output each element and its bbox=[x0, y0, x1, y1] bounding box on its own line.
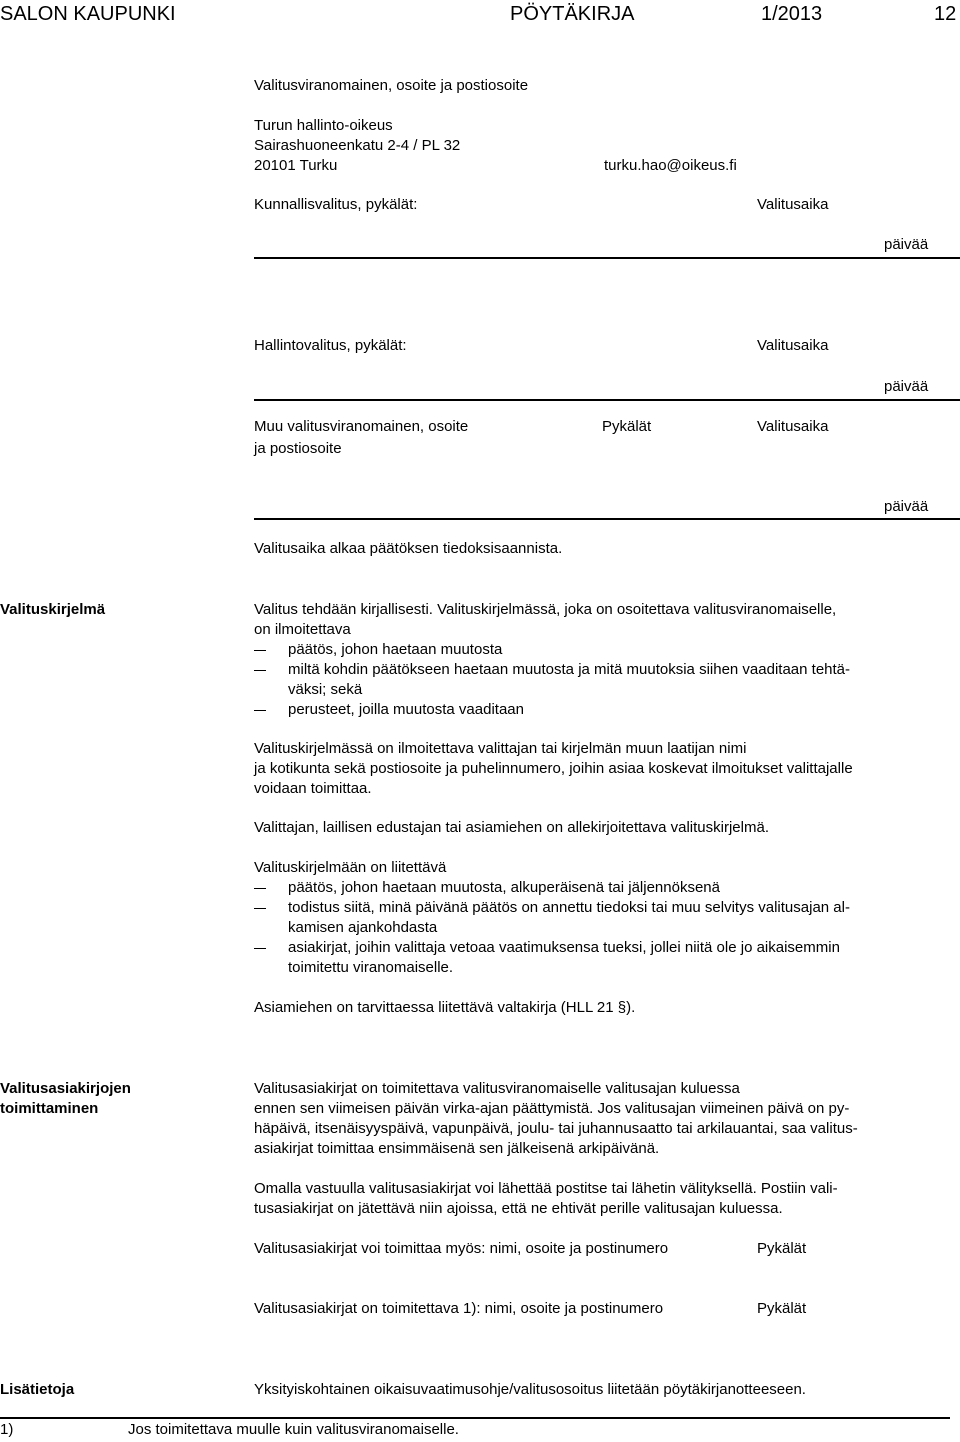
header-page-number: 12 bbox=[934, 3, 957, 25]
info-text: Yksityiskohtainen oikaisuvaatimusohje/valitusosoitus liitetään pöytäkirjanotteeseen. bbox=[254, 1381, 806, 1398]
list-bullet-dash bbox=[254, 908, 266, 909]
appeal-letter-p5: Asiamiehen on tarvittaessa liitettävä valtakirja (HLL 21 §). bbox=[254, 999, 636, 1016]
appeal-letter-p4: Valituskirjelmään on liitettävä bbox=[254, 859, 447, 876]
appeal-letter-p2-line3: voidaan toimittaa. bbox=[254, 780, 372, 797]
authority-street: Sairashuoneenkatu 2-4 / PL 32 bbox=[254, 137, 461, 154]
header-issue: 1/2013 bbox=[761, 3, 823, 25]
appeal-letter-p3: Valittajan, laillisen edustajan tai asiamiehen on allekirjoitettava valituskirjelmä. bbox=[254, 819, 769, 836]
municipal-appeal-days: päivää bbox=[884, 236, 929, 253]
other-authority-rule bbox=[254, 518, 960, 520]
footnote-rule bbox=[0, 1417, 950, 1419]
attachment-item: päätös, johon haetaan muutosta, alkuperäisenä tai jäljennöksenä bbox=[288, 879, 720, 896]
authority-city: 20101 Turku bbox=[254, 157, 338, 174]
authority-heading: Valitusviranomainen, osoite ja postiosoite bbox=[254, 77, 529, 94]
delivery-heading-line2: toimittaminen bbox=[0, 1100, 99, 1117]
list-bullet-dash bbox=[254, 650, 266, 651]
delivery-p2-line: tusasiakirjat on jätettävä niin ajoissa, että ne ehtivät perille valitusajan kuluessa. bbox=[254, 1200, 783, 1217]
appeal-period-start-note: Valitusaika alkaa päätöksen tiedoksisaannista. bbox=[254, 540, 563, 557]
admin-appeal-days: päivää bbox=[884, 378, 929, 395]
footnote-text: Jos toimitettava muulle kuin valitusviranomaiselle. bbox=[128, 1421, 459, 1438]
list-item: perusteet, joilla muutosta vaaditaan bbox=[288, 701, 524, 718]
appeal-letter-p2-line2: ja kotikunta sekä postiosoite ja puhelinnumero, joihin asiaa koskevat ilmoitukset valittajalle bbox=[254, 760, 853, 777]
other-authority-sections-label: Pykälät bbox=[602, 418, 652, 435]
list-bullet-dash bbox=[254, 670, 266, 671]
other-authority-label-line1: Muu valitusviranomainen, osoite bbox=[254, 418, 469, 435]
attachment-item: asiakirjat, joihin valittaja vetoaa vaatimuksensa tueksi, jollei niitä ole jo aikaisemmin bbox=[288, 939, 840, 956]
other-authority-label-line2: ja postiosoite bbox=[254, 440, 342, 457]
other-authority-period-label: Valitusaika bbox=[757, 418, 829, 435]
footnote-number: 1) bbox=[0, 1421, 14, 1438]
appeal-letter-intro-line1: Valitus tehdään kirjallisesti. Valituskirjelmässä, joka on osoitettava valitusviranomaiselle, bbox=[254, 601, 837, 618]
delivery-p1-line: ennen sen viimeisen päivän virka-ajan päättymistä. Jos valitusajan viimeinen päivä on py- bbox=[254, 1100, 850, 1117]
list-bullet-dash bbox=[254, 710, 266, 711]
delivery-p1-line: Valitusasiakirjat on toimitettava valitusviranomaiselle valitusajan kuluessa bbox=[254, 1080, 740, 1097]
list-bullet-dash bbox=[254, 948, 266, 949]
municipal-appeal-label: Kunnallisvalitus, pykälät: bbox=[254, 196, 418, 213]
delivery-p1-line: häpäivä, itsenäisyyspäivä, vapunpäivä, joulu- tai juhannusaatto tai arkilauantai, saa valitus- bbox=[254, 1120, 858, 1137]
authority-email: turku.hao@oikeus.fi bbox=[604, 157, 737, 174]
list-item-continuation: väksi; sekä bbox=[288, 681, 363, 698]
list-item: miltä kohdin päätökseen haetaan muutosta ja mitä muutoksia siihen vaaditaan tehtä- bbox=[288, 661, 851, 678]
delivery-required-address-label: Valitusasiakirjat on toimitettava 1): nimi, osoite ja postinumero bbox=[254, 1300, 664, 1317]
appeal-letter-intro-line2: on ilmoitettava bbox=[254, 621, 351, 638]
delivery-p1-line: asiakirjat toimittaa ensimmäisenä sen jälkeisenä arkipäivänä. bbox=[254, 1140, 660, 1157]
other-authority-days: päivää bbox=[884, 498, 929, 515]
appeal-letter-heading: Valituskirjelmä bbox=[0, 601, 106, 618]
municipal-appeal-rule bbox=[254, 257, 960, 259]
attachment-item-continuation: kamisen ajankohdasta bbox=[288, 919, 438, 936]
admin-appeal-label: Hallintovalitus, pykälät: bbox=[254, 337, 407, 354]
header-city: SALON KAUPUNKI bbox=[0, 3, 176, 25]
info-heading: Lisätietoja bbox=[0, 1381, 75, 1398]
delivery-alt-address-sections: Pykälät bbox=[757, 1240, 807, 1257]
municipal-appeal-period-label: Valitusaika bbox=[757, 196, 829, 213]
admin-appeal-period-label: Valitusaika bbox=[757, 337, 829, 354]
delivery-p2-line: Omalla vastuulla valitusasiakirjat voi lähettää postitse tai lähetin välityksellä. Postiin vali- bbox=[254, 1180, 838, 1197]
list-bullet-dash bbox=[254, 888, 266, 889]
delivery-heading-line1: Valitusasiakirjojen bbox=[0, 1080, 131, 1097]
list-item: päätös, johon haetaan muutosta bbox=[288, 641, 503, 658]
delivery-required-address-sections: Pykälät bbox=[757, 1300, 807, 1317]
header-doc-type: PÖYTÄKIRJA bbox=[510, 3, 635, 25]
attachment-item: todistus siitä, minä päivänä päätös on annettu tiedoksi tai muu selvitys valitusajan al- bbox=[288, 899, 850, 916]
attachment-item-continuation: toimitettu viranomaiselle. bbox=[288, 959, 454, 976]
authority-name: Turun hallinto-oikeus bbox=[254, 117, 393, 134]
appeal-letter-p2-line1: Valituskirjelmässä on ilmoitettava valittajan tai kirjelmän muun laatijan nimi bbox=[254, 740, 747, 757]
admin-appeal-rule bbox=[254, 399, 960, 401]
delivery-alt-address-label: Valitusasiakirjat voi toimittaa myös: nimi, osoite ja postinumero bbox=[254, 1240, 669, 1257]
